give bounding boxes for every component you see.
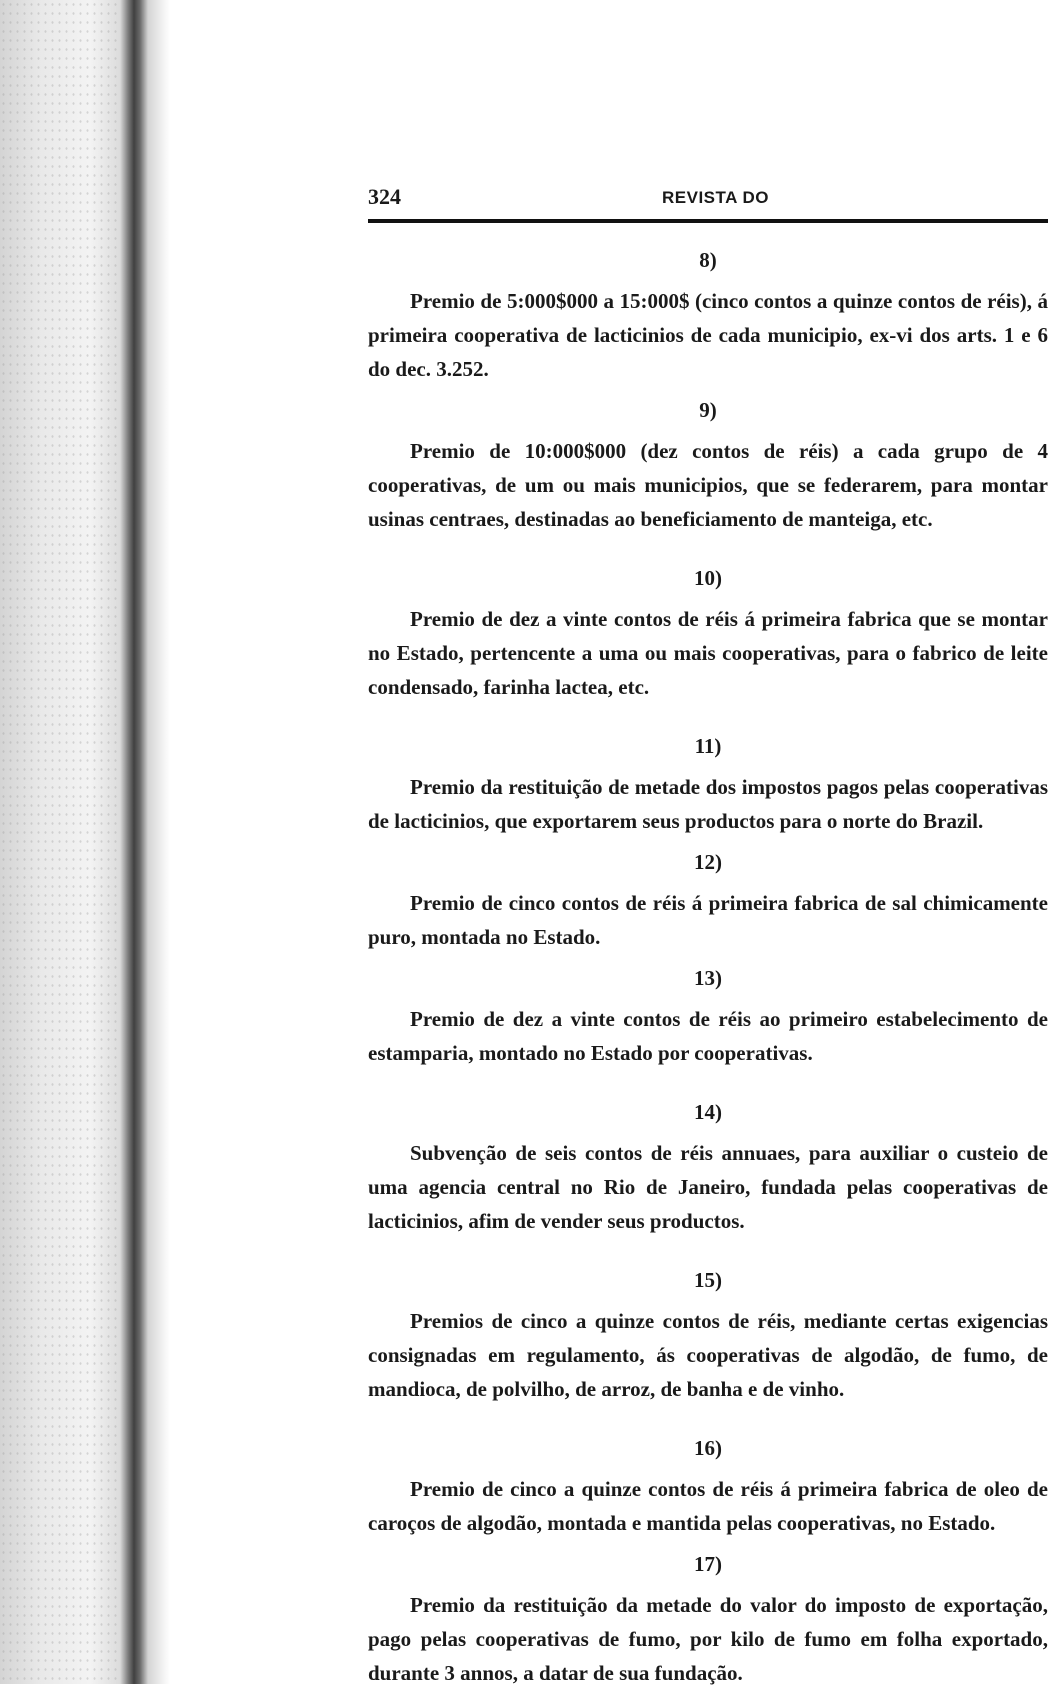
- item-number: 9): [699, 398, 717, 422]
- item-number: 13): [694, 966, 722, 990]
- item-number: 11): [694, 734, 722, 758]
- item-paragraph: Premio de dez a vinte contos de réis ao primeiro estabelecimento de estamparia, montado no Estado por cooperativas.: [368, 1007, 1048, 1065]
- item-number: 14): [694, 1100, 722, 1124]
- page-body: [368, 246, 1048, 1700]
- item-paragraph: Premio da restituição da metade do valor do imposto de exportação, pago pelas cooperativas de fumo, por kilo de fumo em folha exportado, durante 3 annos, a datar de sua fundação.: [368, 1593, 1048, 1685]
- item-number: 8): [699, 248, 717, 272]
- item-number: 12): [694, 850, 722, 874]
- item-number: 15): [694, 1268, 722, 1292]
- item-paragraph: Premio de cinco contos de réis á primeira fabrica de sal chimicamente puro, montada no Estado.: [368, 891, 1048, 949]
- running-title: REVISTA DO: [662, 188, 770, 207]
- item-paragraph: Premio de 10:000$000 (dez contos de réis) a cada grupo de 4 cooperativas, de um ou mais municipios, que se federarem, para montar usinas centraes, destinadas ao beneficiamento de manteiga, etc.: [368, 439, 1048, 531]
- item-number: 17): [694, 1552, 722, 1576]
- scan-noise: [0, 0, 120, 1684]
- page-number: 324: [368, 184, 401, 209]
- item-paragraph: Premio de dez a vinte contos de réis á primeira fabrica que se montar no Estado, pertencente a uma ou mais cooperativas, para o fabrico de leite condensado, farinha lactea, etc.: [368, 607, 1048, 699]
- item-paragraph: Premio de 5:000$000 a 15:000$ (cinco contos a quinze contos de réis), á primeira cooperativa de lacticinios de cada municipio, ex-vi dos arts. 1 e 6 do dec. 3.252.: [368, 289, 1048, 381]
- page-header: [368, 184, 1048, 214]
- item-paragraph: Premio da restituição de metade dos impostos pagos pelas cooperativas de lacticinios, que exportarem seus productos para o norte do Brazil.: [368, 775, 1048, 833]
- item-number: 10): [694, 566, 722, 590]
- item-paragraph: Subvenção de seis contos de réis annuaes, para auxiliar o custeio de uma agencia central no Rio de Janeiro, fundada pelas cooperativas de lacticinios, afim de vender seus productos.: [368, 1141, 1048, 1233]
- item-paragraph: Premios de cinco a quinze contos de réis, mediante certas exigencias consignadas em regulamento, ás cooperativas de algodão, de fumo, de mandioca, de polvilho, de arroz, de banha e de vinho.: [368, 1309, 1048, 1401]
- item-paragraph: Premio de cinco a quinze contos de réis á primeira fabrica de oleo de caroços de algodão, montada e mantida pelas cooperativas, no Estado.: [368, 1477, 1048, 1535]
- header-rule: [368, 219, 1048, 223]
- item-number: 16): [694, 1436, 722, 1460]
